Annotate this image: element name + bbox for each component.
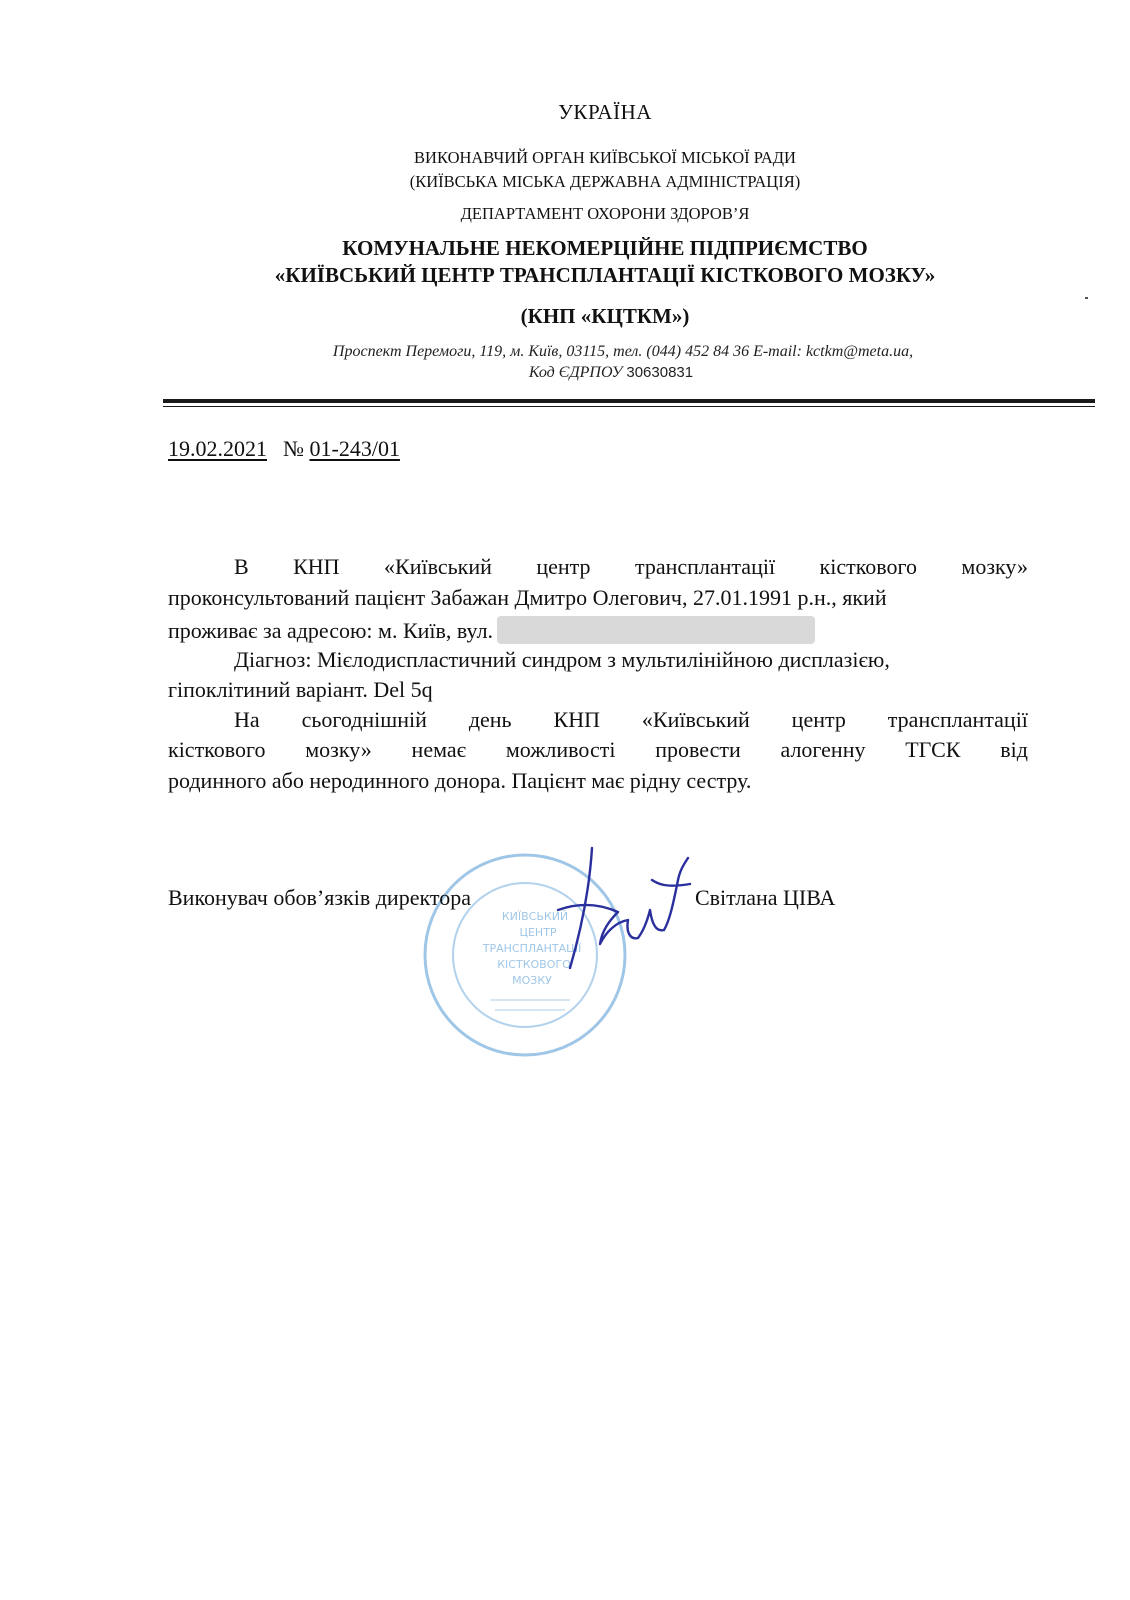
header-organization-line1: ВИКОНАВЧИЙ ОРГАН КИЇВСЬКОЇ МІСЬКОЇ РАДИ <box>414 148 796 167</box>
header-rule-thick <box>163 399 1095 403</box>
handwritten-signature <box>540 840 700 980</box>
stamp-text-line: ТРАНСПЛАНТАЦІЇ <box>482 942 582 955</box>
header-abbreviation: (КНП «КЦТКМ») <box>520 304 690 328</box>
word: немає <box>411 737 467 762</box>
stamp-text-line: КИЇВСЬКИЙ <box>501 910 569 923</box>
word: алогенну <box>780 737 866 762</box>
word: кісткового <box>819 554 917 579</box>
word: мозку» <box>305 737 372 762</box>
word: трансплантації <box>634 554 776 579</box>
word: ТГСК <box>905 737 961 762</box>
header-organization-line2: (КИЇВСЬКА МІСЬКА ДЕРЖАВНА АДМІНІСТРАЦІЯ) <box>409 172 801 191</box>
word: «Київський <box>641 707 750 732</box>
word: центр <box>791 707 846 732</box>
header-address: Проспект Перемоги, 119, м. Київ, 03115, тел. (044) 452 84 36 E-mail: kctkm@meta.ua, <box>332 343 914 360</box>
scan-mark <box>1085 297 1088 299</box>
paragraph1-line1 <box>168 554 1028 580</box>
reference-line <box>168 436 400 462</box>
word: трансплантації <box>887 707 1028 732</box>
word: КНП <box>553 707 600 732</box>
paragraph1-line3 <box>168 616 1028 644</box>
paragraph2-line2: гіпоклітиний варіант. Del 5q <box>168 677 433 702</box>
paragraph3-line2 <box>168 737 1028 763</box>
paragraph3-line1 <box>168 707 1028 733</box>
reference-number: 01-243/01 <box>309 436 400 461</box>
word: центр <box>536 554 591 579</box>
word: мозку» <box>961 554 1028 579</box>
word: На <box>234 707 260 732</box>
word: від <box>1000 737 1028 762</box>
reference-date: 19.02.2021 <box>168 436 267 461</box>
paragraph3-line3: родинного або неродинного донора. Пацієнт має рідну сестру. <box>168 768 752 793</box>
word: кісткового <box>168 737 266 762</box>
registry-code-value: 30630831 <box>626 364 694 381</box>
header-rule-thin <box>163 406 1095 407</box>
word: «Київський <box>384 554 492 579</box>
header-department: ДЕПАРТАМЕНТ ОХОРОНИ ЗДОРОВ’Я <box>460 204 750 223</box>
redacted-address <box>497 616 815 644</box>
word: В <box>234 554 249 579</box>
word: день <box>468 707 512 732</box>
header-registry-code <box>46 364 1130 382</box>
stamp-text-line: МОЗКУ <box>512 974 552 987</box>
word: КНП <box>293 554 340 579</box>
paragraph1-line2: проконсультований пацієнт Забажан Дмитро Олегович, 27.01.1991 р.н., який <box>168 585 887 610</box>
word: можливості <box>505 737 616 762</box>
header-enterprise-line1: КОМУНАЛЬНЕ НЕКОМЕРЦІЙНЕ ПІДПРИЄМСТВО <box>342 236 868 260</box>
paragraph2-line1: Діагноз: Мієлодиспластичний синдром з мультилінійною дисплазією, <box>234 647 890 672</box>
stamp-text-line: ЦЕНТР <box>519 926 557 939</box>
word: провести <box>655 737 741 762</box>
header-country: УКРАЇНА <box>558 100 652 124</box>
reference-number-sign: № <box>283 436 304 461</box>
registry-code-label: Код ЄДРПОУ <box>528 364 623 381</box>
signatory-role: Виконувач обов’язків директора <box>168 885 471 910</box>
header-enterprise-line2: «КИЇВСЬКИЙ ЦЕНТР ТРАНСПЛАНТАЦІЇ КІСТКОВОГО МОЗКУ» <box>274 263 936 287</box>
stamp-text-line: КІСТКОВОГО <box>497 958 571 971</box>
address-text: проживає за адресою: м. Київ, вул. <box>168 618 494 643</box>
word: сьогоднішній <box>301 707 427 732</box>
signatory-name: Світлана ЦІВА <box>695 885 836 910</box>
